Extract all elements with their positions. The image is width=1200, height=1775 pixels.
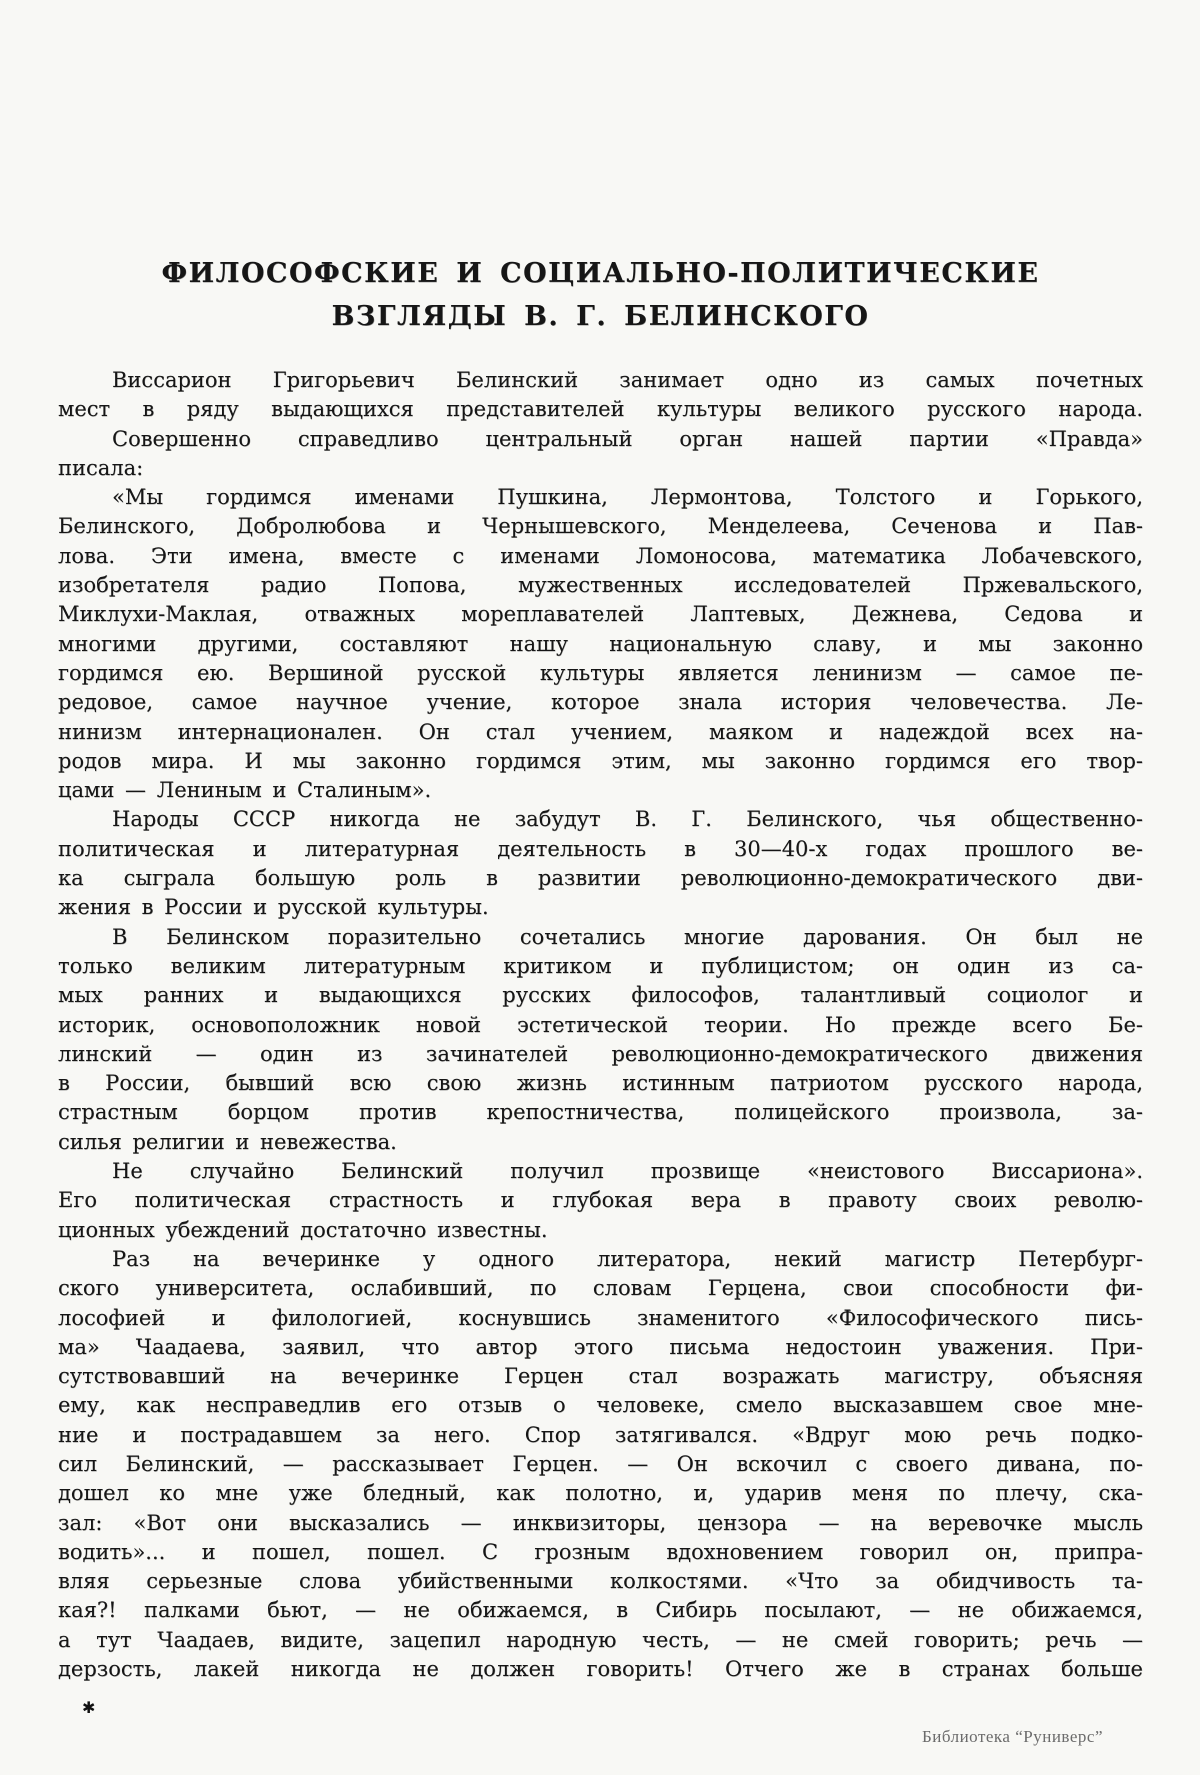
library-watermark: Библиотека “Руниверс” xyxy=(922,1727,1103,1746)
page-title xyxy=(58,252,1143,338)
text-line: многими другими, составляют нашу национальную славу, и мы законно xyxy=(58,631,1143,656)
text-line: ние и пострадавшем за него. Спор затягивался. «Вдруг мою речь подко- xyxy=(58,1422,1143,1447)
footnote-asterisk: ✱ xyxy=(82,1698,96,1717)
text-line: мых ранних и выдающихся русских философов, талантливый социолог и xyxy=(58,983,1143,1008)
text-line: родов мира. И мы законно гордимся этим, мы законно гордимся его твор- xyxy=(58,748,1143,773)
text-line: мест в ряду выдающихся представителей культуры великого русского народа. xyxy=(58,397,1143,422)
text-line: Не случайно Белинский получил прозвище «неистового Виссариона». xyxy=(112,1159,1143,1184)
text-line: цами — Лениным и Сталиным». xyxy=(58,778,432,803)
text-line: ка сыграла большую роль в развитии революционно-демократического дви- xyxy=(58,866,1143,891)
text-line: историк, основоположник новой эстетической теории. Но прежде всего Бе- xyxy=(58,1012,1143,1037)
text-line: политическая и литературная деятельность в 30—40-х годах прошлого ве- xyxy=(58,836,1143,861)
text-line: гордимся ею. Вершиной русской культуры является ленинизм — самое пе- xyxy=(58,660,1143,685)
text-line: Народы СССР никогда не забудут В. Г. Белинского, чья общественно- xyxy=(112,807,1143,832)
text-line: лософией и филологией, коснувшись знаменитого «Философического пись- xyxy=(58,1305,1143,1330)
text-line: редовое, самое научное учение, которое знала история человечества. Ле- xyxy=(58,690,1143,715)
text-line: жения в России и русской культуры. xyxy=(58,895,489,920)
text-line: Виссарион Григорьевич Белинский занимает одно из самых почетных xyxy=(112,368,1143,392)
text-line: дошел ко мне уже бледный, как полотно, и, ударив меня по плечу, ска- xyxy=(58,1481,1143,1506)
text-line: линский — один из зачинателей революционно-демократического движения xyxy=(58,1041,1143,1066)
text-line: ма» Чаадаева, заявил, что автор этого письма недостоин уважения. При- xyxy=(58,1334,1143,1359)
text-line: лова. Эти имена, вместе с именами Ломоносова, математика Лобачевского, xyxy=(58,543,1143,568)
text-line: Белинского, Добролюбова и Чернышевского, Менделеева, Сеченова и Пав- xyxy=(58,514,1143,539)
text-line: силья религии и невежества. xyxy=(58,1129,397,1154)
text-line: а тут Чаадаев, видите, зацепил народную честь, — не смей говорить; речь — xyxy=(58,1627,1143,1652)
page-title-line1: ФИЛОСОФСКИЕ И СОЦИАЛЬНО-ПОЛИТИЧЕСКИЕ xyxy=(161,258,1040,289)
text-line: сил Белинский, — рассказывает Герцен. — Он вскочил с своего дивана, по- xyxy=(58,1451,1143,1476)
text-line: нинизм интернационален. Он стал учением, маяком и надеждой всех на- xyxy=(58,719,1143,744)
text-line: писала: xyxy=(58,455,144,480)
text-line: В Белинском поразительно сочетались многие дарования. Он был не xyxy=(112,924,1143,949)
page-title-line2: ВЗГЛЯДЫ В. Г. БЕЛИНСКОГО xyxy=(331,301,870,332)
text-line: Раз на вечеринке у одного литератора, некий магистр Петербург- xyxy=(112,1246,1143,1271)
text-line: Его политическая страстность и глубокая вера в правоту своих револю- xyxy=(58,1188,1143,1213)
text-line: в России, бывший всю свою жизнь истинным патриотом русского народа, xyxy=(58,1071,1143,1096)
text-line: страстным борцом против крепостничества, полицейского произвола, за- xyxy=(58,1100,1143,1125)
text-line: ему, как несправедлив его отзыв о человеке, смело высказавшем свое мне- xyxy=(58,1393,1143,1418)
text-line: водить»... и пошел, пошел. С грозным вдохновением говорил он, припра- xyxy=(58,1539,1143,1564)
text-line: зал: «Вот они высказались — инквизиторы, цензора — на веревочке мысль xyxy=(58,1510,1143,1535)
text-line: ционных убеждений достаточно известны. xyxy=(58,1217,548,1242)
text-line: Совершенно справедливо центральный орган нашей партии «Правда» xyxy=(112,426,1143,451)
text-line: «Мы гордимся именами Пушкина, Лермонтова, Толстого и Горького, xyxy=(112,485,1143,510)
text-line: только великим литературным критиком и публицистом; он один из са- xyxy=(58,953,1143,978)
text-line: Миклухи-Маклая, отважных мореплавателей Лаптевых, Дежнева, Седова и xyxy=(58,602,1143,627)
text-line: дерзость, лакей никогда не должен говорить! Отчего же в странах больше xyxy=(58,1657,1143,1682)
text-line: ского университета, ослабивший, по словам Герцена, свои способности фи- xyxy=(58,1276,1143,1301)
text-line: вляя серьезные слова убийственными колкостями. «Что за обидчивость та- xyxy=(58,1569,1143,1594)
text-line: изобретателя радио Попова, мужественных исследователей Пржевальского, xyxy=(58,573,1143,598)
text-line: сутствовавший на вечеринке Герцен стал возражать магистру, объясняя xyxy=(58,1364,1143,1389)
body-text xyxy=(58,366,1143,1684)
text-line: кая?! палками бьют, — не обижаемся, в Сибирь посылают, — не обижаемся, xyxy=(58,1598,1143,1623)
